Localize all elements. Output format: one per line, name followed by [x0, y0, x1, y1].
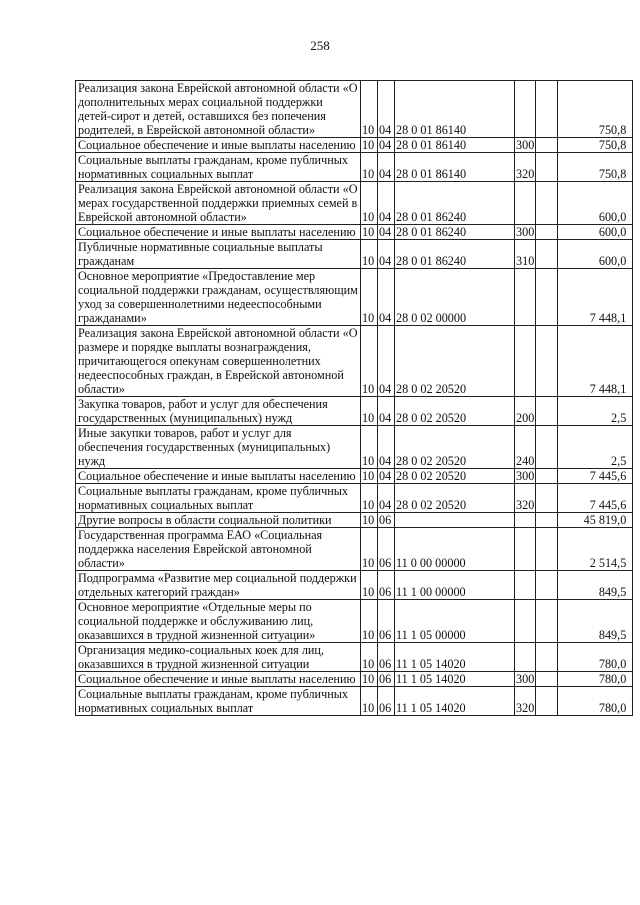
- row-empty-cell: [536, 643, 558, 672]
- row-subsection-cell: 04: [378, 81, 395, 138]
- row-name-cell: Социальное обеспечение и иные выплаты населению: [76, 672, 361, 687]
- row-target-article-cell: 11 1 05 00000: [395, 600, 515, 643]
- row-target-article-cell: 28 0 01 86140: [395, 81, 515, 138]
- row-section-cell: 10: [361, 269, 378, 326]
- row-amount-cell: 7 445,6: [558, 484, 633, 513]
- row-section-cell: 10: [361, 153, 378, 182]
- row-section-cell: 10: [361, 600, 378, 643]
- row-expense-type-cell: [515, 571, 536, 600]
- row-name-cell: Другие вопросы в области социальной политики: [76, 513, 361, 528]
- row-target-article-cell: 28 0 01 86240: [395, 182, 515, 225]
- row-amount-cell: 45 819,0: [558, 513, 633, 528]
- table-row: [76, 643, 633, 672]
- row-subsection-cell: 04: [378, 397, 395, 426]
- row-amount-cell: 780,0: [558, 643, 633, 672]
- row-target-article-cell: 11 1 05 14020: [395, 687, 515, 716]
- row-empty-cell: [536, 687, 558, 716]
- row-section-cell: 10: [361, 513, 378, 528]
- row-empty-cell: [536, 326, 558, 397]
- row-name-cell: Социальное обеспечение и иные выплаты населению: [76, 225, 361, 240]
- table-row: [76, 513, 633, 528]
- row-expense-type-cell: 300: [516, 672, 535, 686]
- row-empty-cell: [536, 153, 558, 182]
- row-amount-cell: 750,8: [558, 138, 633, 153]
- row-subsection-cell: 06: [378, 687, 395, 716]
- table-row: [76, 528, 633, 571]
- row-expense-type-cell: 310: [515, 240, 536, 269]
- row-subsection-cell: 04: [378, 484, 395, 513]
- row-target-article-cell: 28 0 02 20520: [395, 326, 515, 397]
- row-expense-type-cell: [515, 528, 536, 571]
- row-section-cell: 10: [361, 571, 378, 600]
- row-target-article-cell: 28 0 02 20520: [395, 484, 515, 513]
- row-amount-cell: 750,8: [558, 153, 633, 182]
- row-name-cell: Социальные выплаты гражданам, кроме публичных нормативных социальных выплат: [76, 484, 361, 513]
- row-empty-cell: [536, 528, 558, 571]
- row-expense-type-cell: 240: [515, 426, 536, 469]
- row-amount-cell: 600,0: [558, 182, 633, 225]
- row-section-cell: 10: [361, 138, 378, 153]
- row-empty-cell: [536, 397, 558, 426]
- row-expense-type-cell: [515, 513, 536, 528]
- row-empty-cell: [536, 182, 558, 225]
- row-expense-type-cell: [515, 269, 536, 326]
- row-subsection-cell: 06: [378, 600, 395, 643]
- row-section-cell: 10: [361, 326, 378, 397]
- row-amount-cell: 2,5: [558, 397, 633, 426]
- row-section-cell: 10: [361, 469, 378, 484]
- row-target-article-cell: 11 1 05 14020: [395, 643, 515, 672]
- row-amount-cell: 780,0: [558, 672, 633, 687]
- row-target-article-cell: 11 1 00 00000: [395, 571, 515, 600]
- row-amount-cell: 7 448,1: [558, 269, 633, 326]
- row-amount-cell: 2 514,5: [558, 528, 633, 571]
- row-amount-cell: 7 445,6: [558, 469, 633, 484]
- row-expense-type-cell: [515, 81, 536, 138]
- row-subsection-cell: 04: [378, 469, 395, 484]
- row-target-article-cell: 28 0 01 86140: [395, 138, 515, 153]
- row-section-cell: 10: [361, 484, 378, 513]
- row-empty-cell: [536, 240, 558, 269]
- row-empty-cell: [536, 225, 558, 240]
- row-empty-cell: [536, 571, 558, 600]
- table-row: [76, 240, 633, 269]
- row-subsection-cell: 06: [378, 672, 395, 687]
- row-target-article-cell: 28 0 02 00000: [395, 269, 515, 326]
- row-subsection-cell: 06: [378, 643, 395, 672]
- table-row: [76, 153, 633, 182]
- row-name-cell: Основное мероприятие «Предоставление мер социальной поддержки гражданам, осуществляющим уход за совершеннолетними недееспособными гражданами»: [76, 269, 361, 326]
- row-expense-type-cell: 320: [515, 687, 536, 716]
- row-target-article-cell: 11 1 05 14020: [395, 672, 515, 687]
- row-name-cell: Закупка товаров, работ и услуг для обеспечения государственных (муниципальных) нужд: [76, 397, 361, 426]
- row-name-cell: Государственная программа ЕАО «Социальная поддержка населения Еврейской автономной области»: [76, 528, 361, 571]
- row-section-cell: 10: [361, 225, 378, 240]
- row-target-article-cell: 28 0 02 20520: [395, 469, 515, 484]
- row-name-cell: Реализация закона Еврейской автономной области «О мерах государственной поддержки приемных семей в Еврейской автономной области»: [76, 182, 361, 225]
- table-row: [76, 225, 633, 240]
- row-empty-cell: [536, 600, 558, 643]
- row-section-cell: 10: [361, 81, 378, 138]
- table-row: [76, 672, 633, 687]
- table-row: [76, 326, 633, 397]
- row-name-cell: Публичные нормативные социальные выплаты гражданам: [76, 240, 361, 269]
- row-subsection-cell: 04: [378, 269, 395, 326]
- row-section-cell: 10: [361, 397, 378, 426]
- table-row: [76, 426, 633, 469]
- row-name-cell: Основное мероприятие «Отдельные меры по социальной поддержке и обслуживанию лиц, оказавшихся в трудной жизненной ситуации»: [76, 600, 361, 643]
- row-expense-type-cell: 300: [516, 469, 535, 483]
- row-amount-cell: 750,8: [558, 81, 633, 138]
- row-name-cell: Реализация закона Еврейской автономной области «О размере и порядке выплаты вознаграждения, причитающегося опекунам совершеннолетних недееспособных граждан, в Еврейской автономной области»: [76, 326, 361, 397]
- table-row: [76, 182, 633, 225]
- row-amount-cell: 600,0: [558, 240, 633, 269]
- row-target-article-cell: 28 0 02 20520: [395, 397, 515, 426]
- row-section-cell: 10: [361, 687, 378, 716]
- row-amount-cell: 780,0: [558, 687, 633, 716]
- table-row: [76, 138, 633, 153]
- row-amount-cell: 2,5: [558, 426, 633, 469]
- page-number: 258: [310, 38, 330, 53]
- row-empty-cell: [536, 426, 558, 469]
- table-row: [76, 469, 633, 484]
- row-empty-cell: [536, 484, 558, 513]
- row-subsection-cell: 06: [378, 571, 395, 600]
- row-empty-cell: [536, 672, 558, 687]
- row-section-cell: 10: [361, 643, 378, 672]
- table-row: [76, 81, 633, 138]
- row-subsection-cell: 04: [378, 426, 395, 469]
- table-row: [76, 484, 633, 513]
- row-empty-cell: [536, 81, 558, 138]
- row-subsection-cell: 04: [378, 240, 395, 269]
- row-expense-type-cell: [515, 643, 536, 672]
- table-row: [76, 687, 633, 716]
- row-amount-cell: 7 448,1: [558, 326, 633, 397]
- row-subsection-cell: 04: [378, 326, 395, 397]
- row-expense-type-cell: 300: [516, 225, 535, 239]
- row-target-article-cell: 28 0 01 86240: [395, 225, 515, 240]
- row-amount-cell: 849,5: [558, 600, 633, 643]
- row-name-cell: Социальные выплаты гражданам, кроме публичных нормативных социальных выплат: [76, 687, 361, 716]
- row-expense-type-cell: [515, 182, 536, 225]
- row-target-article-cell: 11 0 00 00000: [395, 528, 515, 571]
- row-name-cell: Социальное обеспечение и иные выплаты населению: [76, 469, 361, 484]
- row-subsection-cell: 06: [378, 528, 395, 571]
- row-expense-type-cell: 320: [515, 484, 536, 513]
- row-section-cell: 10: [361, 182, 378, 225]
- row-name-cell: Организация медико-социальных коек для лиц, оказавшихся в трудной жизненной ситуации: [76, 643, 361, 672]
- row-name-cell: Реализация закона Еврейской автономной области «О дополнительных мерах социальной поддержки детей-сирот и детей, оставшихся без попечения родителей, в Еврейской автономной области»: [76, 81, 361, 138]
- row-empty-cell: [536, 138, 558, 153]
- row-name-cell: Социальное обеспечение и иные выплаты населению: [76, 138, 361, 153]
- row-target-article-cell: 28 0 02 20520: [395, 426, 515, 469]
- row-subsection-cell: 04: [378, 138, 395, 153]
- table-row: [76, 269, 633, 326]
- table-row: [76, 571, 633, 600]
- row-section-cell: 10: [361, 528, 378, 571]
- row-expense-type-cell: 300: [516, 138, 535, 152]
- row-subsection-cell: 04: [378, 153, 395, 182]
- row-name-cell: Подпрограмма «Развитие мер социальной поддержки отдельных категорий граждан»: [76, 571, 361, 600]
- row-expense-type-cell: 200: [515, 397, 536, 426]
- row-expense-type-cell: [515, 326, 536, 397]
- row-name-cell: Социальные выплаты гражданам, кроме публичных нормативных социальных выплат: [76, 153, 361, 182]
- row-name-cell: Иные закупки товаров, работ и услуг для обеспечения государственных (муниципальных) нужд: [76, 426, 361, 469]
- row-empty-cell: [536, 269, 558, 326]
- row-subsection-cell: 04: [378, 182, 395, 225]
- row-expense-type-cell: [515, 600, 536, 643]
- row-expense-type-cell: 320: [515, 153, 536, 182]
- row-target-article-cell: [395, 513, 515, 528]
- row-section-cell: 10: [361, 672, 378, 687]
- budget-table-body: [76, 81, 633, 716]
- budget-table: [75, 80, 633, 716]
- row-amount-cell: 600,0: [558, 225, 633, 240]
- row-target-article-cell: 28 0 01 86240: [395, 240, 515, 269]
- table-row: [76, 397, 633, 426]
- table-row: [76, 600, 633, 643]
- row-subsection-cell: 06: [378, 513, 395, 528]
- row-section-cell: 10: [361, 426, 378, 469]
- row-amount-cell: 849,5: [558, 571, 633, 600]
- row-empty-cell: [536, 469, 558, 484]
- row-empty-cell: [536, 513, 558, 528]
- row-section-cell: 10: [361, 240, 378, 269]
- row-subsection-cell: 04: [378, 225, 395, 240]
- row-target-article-cell: 28 0 01 86140: [395, 153, 515, 182]
